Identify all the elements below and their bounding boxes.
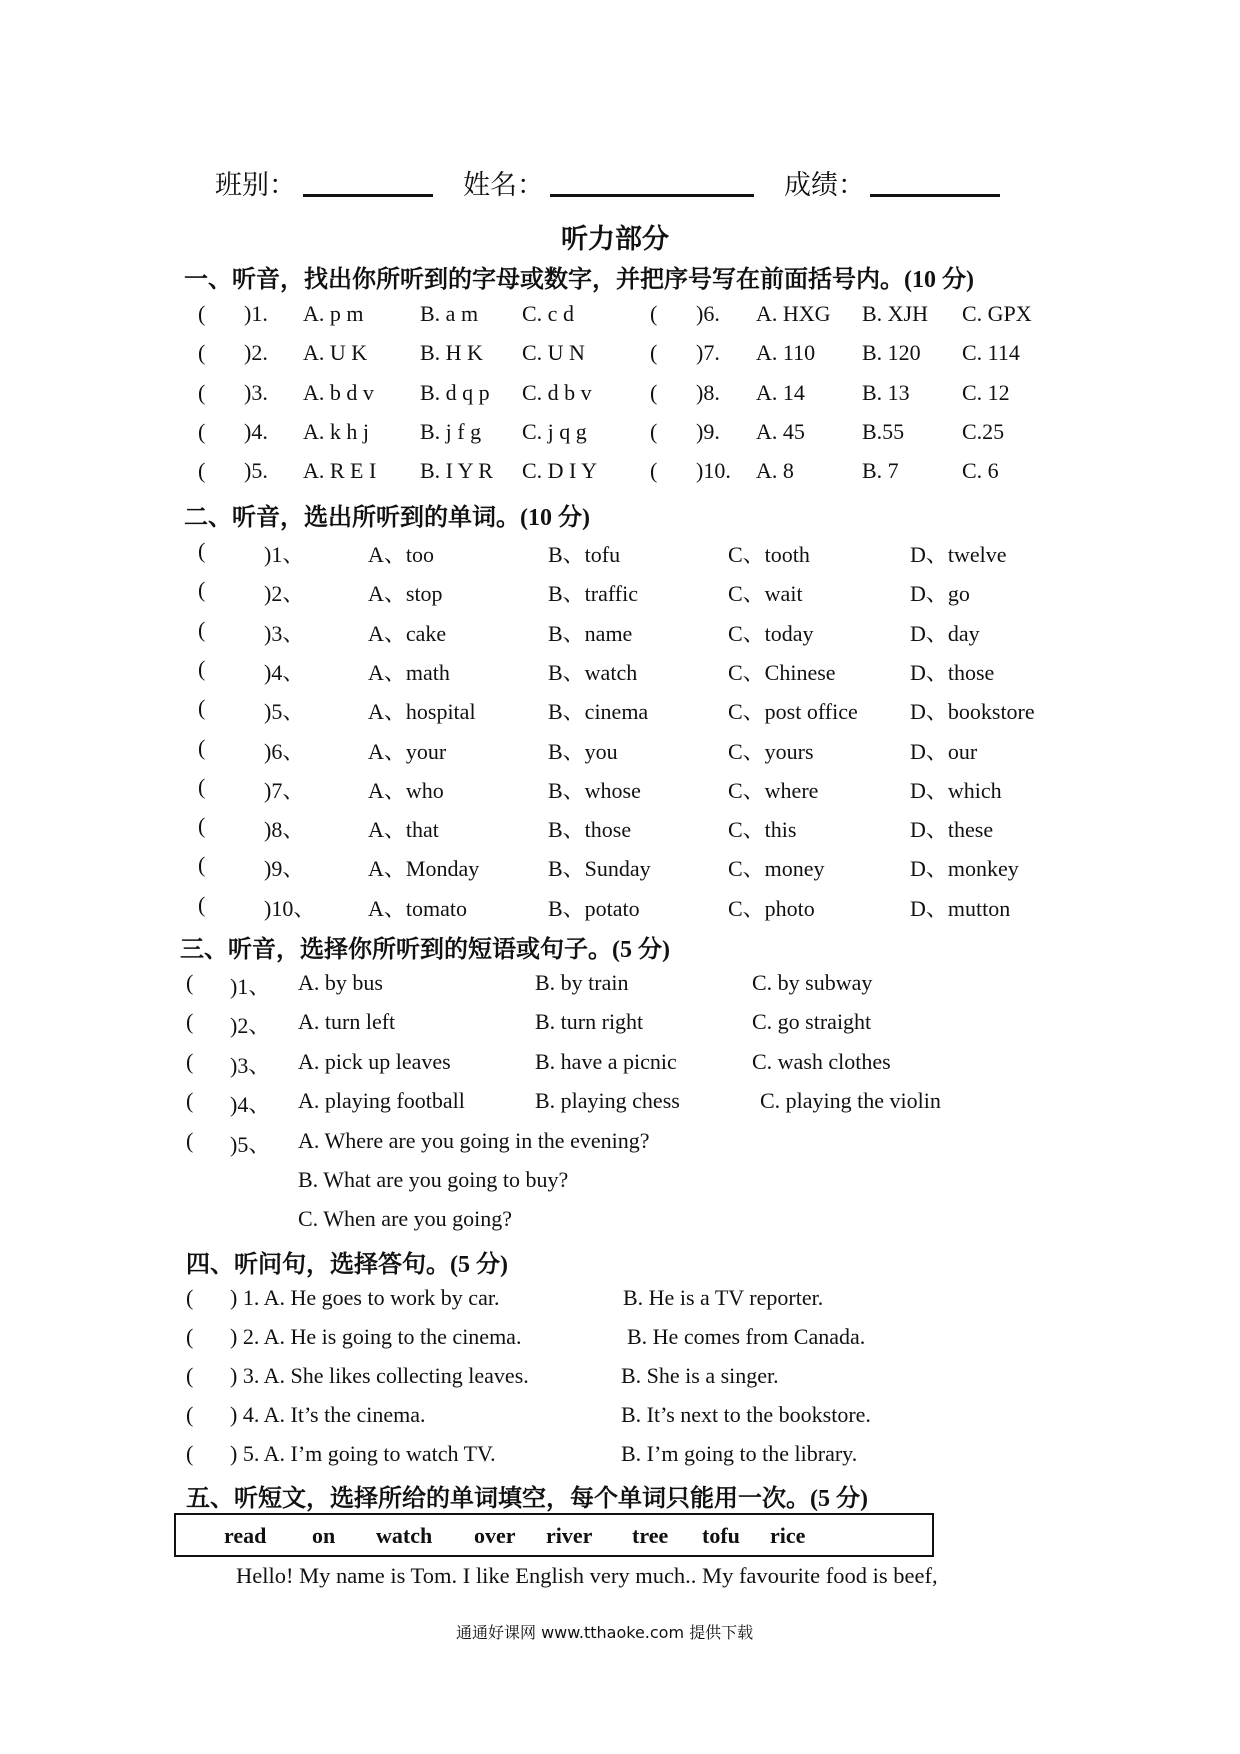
option-a: A、tomato [368, 895, 467, 921]
option-b: B、tofu [548, 542, 621, 567]
option-b: B、name [548, 620, 633, 646]
option-d: D、these [910, 817, 994, 843]
option-c: C、where [728, 777, 819, 803]
option-c: C. 114 [962, 340, 1020, 366]
option-b: B、watch [548, 659, 638, 685]
option-d: D、mutton [910, 895, 1011, 921]
option-a: A、too [368, 542, 435, 567]
option-d: D、monkey [910, 856, 1019, 882]
answer-paren[interactable]: ( [650, 418, 658, 444]
passage-text: Hello! My name is Tom. I like English very much.. My favourite food is beef, [236, 1563, 938, 1588]
word-bank-word: tree [632, 1523, 669, 1548]
option-a: ) 2. A. He is going to the cinema. [230, 1324, 522, 1349]
word-bank-word: on [312, 1523, 336, 1548]
section-3-heading: 三、听音，选择你所听到的短语或句子。(5 分) [180, 937, 670, 963]
answer-paren[interactable]: ( [186, 1087, 194, 1113]
answer-paren[interactable]: ( [198, 340, 206, 366]
option-b: B. XJH [862, 301, 929, 326]
option-a: A. 8 [756, 458, 794, 484]
option-b: B. j f g [420, 418, 482, 444]
option-b: B. She is a singer. [621, 1363, 779, 1388]
answer-paren[interactable]: ( [198, 418, 206, 444]
answer-paren[interactable]: ( [198, 577, 206, 603]
option-c: C. wash clothes [752, 1048, 891, 1074]
option-b: B、potato [548, 895, 640, 921]
option-a: A、hospital [368, 699, 476, 725]
answer-paren[interactable]: ( [650, 379, 658, 405]
option-b: B. What are you going to buy? [298, 1167, 569, 1192]
question-number: )1、 [230, 974, 271, 999]
answer-paren[interactable]: ( [198, 301, 206, 326]
section-2-heading: 二、听音，选出所听到的单词。(10 分) [184, 505, 590, 531]
score-blank[interactable] [870, 194, 1000, 197]
name-blank[interactable] [550, 194, 754, 197]
option-a: A、your [368, 738, 447, 764]
option-d: D、those [910, 659, 995, 685]
option-a: A、cake [368, 620, 447, 646]
option-c: C. go straight [752, 1009, 872, 1035]
option-a: A. p m [303, 301, 364, 326]
answer-paren[interactable]: ( [186, 1009, 194, 1035]
question-number: )9. [696, 418, 720, 444]
option-b: B. a m [420, 301, 479, 326]
option-d: D、bookstore [910, 699, 1035, 725]
option-b: B、you [548, 738, 618, 764]
option-a: A. R E I [303, 458, 377, 484]
question-number: )5、 [230, 1132, 271, 1157]
option-b: B、those [548, 817, 632, 843]
answer-paren[interactable]: ( [186, 1363, 194, 1388]
question-number: )1、 [264, 542, 305, 567]
option-c: C. d b v [522, 379, 592, 405]
option-c: C. j q g [522, 418, 587, 444]
answer-paren[interactable]: ( [186, 970, 194, 995]
class-blank[interactable] [303, 194, 433, 197]
page-title: 听力部分 [561, 224, 669, 254]
option-b: B. turn right [535, 1009, 644, 1035]
option-b: B、traffic [548, 581, 639, 607]
option-b: B. have a picnic [535, 1048, 677, 1074]
question-number: )5、 [264, 699, 305, 725]
option-b: B. I’m going to the library. [621, 1441, 858, 1466]
answer-paren[interactable]: ( [198, 458, 206, 484]
question-number: )4. [244, 418, 268, 444]
option-a: A. HXG [756, 301, 831, 326]
option-a: A. 45 [756, 418, 805, 444]
question-number: )8. [696, 379, 720, 405]
word-bank-word: rice [770, 1523, 806, 1548]
option-a: A、who [368, 777, 444, 803]
answer-paren[interactable]: ( [198, 891, 206, 917]
option-b: B. He comes from Canada. [627, 1324, 866, 1349]
option-b: B. playing chess [535, 1087, 680, 1113]
option-a: A. by bus [298, 970, 383, 995]
answer-paren[interactable]: ( [186, 1402, 194, 1427]
option-a: A、Monday [368, 856, 480, 882]
option-b: B. H K [420, 340, 483, 366]
option-b: B、cinema [548, 699, 649, 725]
option-a: A. turn left [298, 1009, 396, 1035]
question-number: )2. [244, 340, 268, 366]
option-c: C.25 [962, 418, 1005, 444]
question-number: )4、 [264, 659, 305, 685]
question-number: )7、 [264, 777, 305, 803]
question-number: )2、 [230, 1013, 271, 1039]
answer-paren[interactable]: ( [198, 734, 206, 760]
question-number: )3、 [264, 620, 305, 646]
option-c: C、money [728, 856, 825, 882]
question-number: )10. [696, 458, 731, 484]
word-bank-word: watch [376, 1523, 433, 1548]
option-a: A. U K [303, 340, 368, 366]
question-number: )5. [244, 458, 268, 484]
option-d: D、go [910, 581, 970, 607]
option-a: A、math [368, 659, 450, 685]
option-c: C、post office [728, 699, 858, 725]
option-d: D、which [910, 777, 1002, 803]
option-c: C、photo [728, 895, 815, 921]
question-number: )9、 [264, 856, 305, 882]
option-c: C. playing the violin [760, 1087, 941, 1113]
option-a: A. b d v [303, 379, 374, 405]
word-bank-word: read [224, 1523, 267, 1548]
footer-source: 通通好课网 www.tthaoke.com 提供下载 [456, 1623, 754, 1642]
option-b: B.55 [862, 418, 905, 444]
option-b: B、whose [548, 777, 641, 803]
option-c: C、wait [728, 581, 803, 607]
question-number: )2、 [264, 581, 305, 607]
option-c: C、today [728, 620, 814, 646]
answer-paren[interactable]: ( [198, 538, 206, 563]
section-4-heading: 四、听问句，选择答句。(5 分) [186, 1252, 508, 1278]
option-b: B、Sunday [548, 856, 651, 882]
option-a: ) 3. A. She likes collecting leaves. [230, 1363, 529, 1388]
option-c: C、Chinese [728, 659, 836, 685]
option-a: ) 4. A. It’s the cinema. [230, 1402, 426, 1427]
option-c: C. U N [522, 340, 585, 366]
answer-paren[interactable]: ( [198, 379, 206, 405]
answer-paren[interactable]: ( [186, 1441, 194, 1466]
answer-paren[interactable]: ( [650, 301, 658, 326]
answer-paren[interactable]: ( [198, 852, 206, 878]
option-b: B. He is a TV reporter. [623, 1285, 824, 1310]
question-number: )6、 [264, 738, 305, 764]
option-c: C. c d [522, 301, 574, 326]
option-a: ) 1. A. He goes to work by car. [230, 1285, 500, 1310]
question-number: )3. [244, 379, 268, 405]
option-a: A、stop [368, 581, 443, 607]
option-c: C、tooth [728, 542, 810, 567]
section-5-heading: 五、听短文，选择所给的单词填空，每个单词只能用一次。(5 分) [186, 1486, 868, 1512]
option-b: B. 13 [862, 379, 910, 405]
option-d: D、twelve [910, 542, 1007, 567]
answer-paren[interactable]: ( [198, 773, 206, 799]
question-number: )10、 [264, 895, 316, 921]
option-d: D、day [910, 620, 980, 646]
answer-paren[interactable]: ( [198, 655, 206, 681]
answer-paren[interactable]: ( [186, 1128, 194, 1153]
option-a: ) 5. A. I’m going to watch TV. [230, 1441, 496, 1466]
option-c: C、this [728, 817, 797, 843]
option-a: A. pick up leaves [298, 1048, 451, 1074]
option-a: A. k h j [303, 418, 369, 444]
name-label: 姓名： [463, 170, 544, 200]
option-a: A、that [368, 817, 439, 843]
section-1-heading: 一、听音，找出你所听到的字母或数字，并把序号写在前面括号内。(10 分) [184, 267, 974, 293]
option-c: C. 6 [962, 458, 999, 484]
class-label: 班别： [215, 170, 296, 200]
answer-paren[interactable]: ( [186, 1048, 194, 1074]
answer-paren[interactable]: ( [650, 340, 658, 366]
option-c: C. When are you going? [298, 1206, 513, 1231]
question-number: )4、 [230, 1091, 271, 1117]
question-number: )1. [244, 301, 268, 326]
option-c: C、yours [728, 738, 814, 764]
option-c: C. GPX [962, 301, 1032, 326]
option-d: D、our [910, 738, 978, 764]
question-number: )7. [696, 340, 720, 366]
answer-paren[interactable]: ( [186, 1324, 194, 1349]
answer-paren[interactable]: ( [198, 616, 206, 642]
word-bank-box [174, 1513, 934, 1557]
option-b: B. by train [535, 970, 629, 995]
option-a: A. Where are you going in the evening? [298, 1128, 650, 1153]
answer-paren[interactable]: ( [650, 458, 658, 484]
word-bank-word: river [546, 1523, 593, 1548]
word-bank-word: over [474, 1523, 516, 1548]
option-a: A. playing football [298, 1087, 465, 1113]
option-c: C. D I Y [522, 458, 597, 484]
question-number: )8、 [264, 817, 305, 843]
score-label: 成绩： [784, 170, 865, 200]
question-number: )3、 [230, 1052, 271, 1078]
option-a: A. 110 [756, 340, 816, 366]
answer-paren[interactable]: ( [186, 1285, 194, 1310]
option-a: A. 14 [756, 379, 805, 405]
word-bank-word: tofu [702, 1523, 740, 1548]
option-b: B. 120 [862, 340, 921, 366]
option-c: C. by subway [752, 970, 873, 995]
answer-paren[interactable]: ( [198, 695, 206, 721]
option-b: B. I Y R [420, 458, 493, 484]
option-b: B. 7 [862, 458, 899, 484]
question-number: )6. [696, 301, 720, 326]
option-c: C. 12 [962, 379, 1010, 405]
answer-paren[interactable]: ( [198, 813, 206, 839]
option-b: B. It’s next to the bookstore. [621, 1402, 871, 1427]
option-b: B. d q p [420, 379, 490, 405]
